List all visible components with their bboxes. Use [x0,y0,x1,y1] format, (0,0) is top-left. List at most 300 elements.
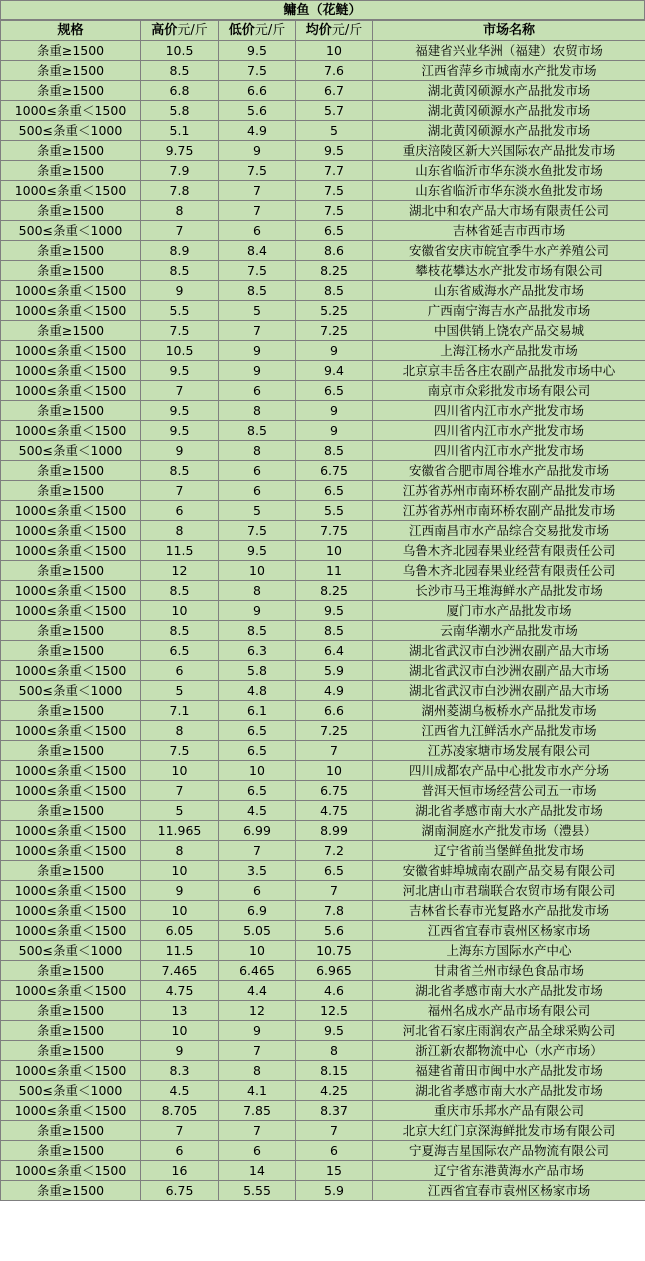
cell-low: 4.5 [219,801,296,821]
cell-spec: 1000≤条重＜1500 [1,361,141,381]
cell-spec: 条重≥1500 [1,141,141,161]
cell-avg: 7.25 [296,721,373,741]
cell-market: 普洱天恒市场经营公司五一市场 [373,781,645,801]
cell-market: 吉林省延吉市西市场 [373,221,645,241]
cell-spec: 1000≤条重＜1500 [1,661,141,681]
cell-market: 湖州菱湖乌板桥水产品批发市场 [373,701,645,721]
header-high-label: 高价 [151,23,178,38]
cell-avg: 9.4 [296,361,373,381]
cell-low: 8.4 [219,241,296,261]
cell-avg: 15 [296,1161,373,1181]
cell-low: 5.55 [219,1181,296,1201]
cell-high: 9 [141,441,219,461]
cell-avg: 11 [296,561,373,581]
cell-spec: 500≤条重＜1000 [1,221,141,241]
table-row [1,841,645,861]
cell-market: 广西南宁海吉水产品批发市场 [373,301,645,321]
cell-spec: 1000≤条重＜1500 [1,1161,141,1181]
table-row [1,801,645,821]
cell-market: 湖北省孝感市南大水产品批发市场 [373,1081,645,1101]
cell-low: 9 [219,141,296,161]
cell-low: 9.5 [219,41,296,61]
cell-spec: 条重≥1500 [1,1041,141,1061]
cell-high: 10 [141,761,219,781]
cell-high: 10 [141,1021,219,1041]
cell-low: 9.5 [219,541,296,561]
cell-low: 8 [219,401,296,421]
cell-low: 7 [219,841,296,861]
cell-spec: 条重≥1500 [1,961,141,981]
cell-high: 7 [141,481,219,501]
header-avg [296,21,373,41]
cell-avg: 5.7 [296,101,373,121]
cell-market: 福建省莆田市闽中水产品批发市场 [373,1061,645,1081]
table-row [1,1141,645,1161]
cell-high: 11.5 [141,941,219,961]
cell-market: 甘肃省兰州市绿色食品市场 [373,961,645,981]
table-row [1,301,645,321]
cell-spec: 条重≥1500 [1,241,141,261]
cell-avg: 9 [296,421,373,441]
cell-market: 辽宁省东港黄海水产品市场 [373,1161,645,1181]
cell-low: 6 [219,461,296,481]
cell-spec: 1000≤条重＜1500 [1,601,141,621]
cell-market: 重庆市乐邦水产品有限公司 [373,1101,645,1121]
cell-high: 6 [141,501,219,521]
cell-market: 河北省石家庄雨润农产品全球采购公司 [373,1021,645,1041]
cell-low: 3.5 [219,861,296,881]
cell-market: 江西省萍乡市城南水产批发市场 [373,61,645,81]
table-row [1,601,645,621]
cell-high: 10 [141,861,219,881]
cell-avg: 6.4 [296,641,373,661]
table-row [1,681,645,701]
cell-low: 6 [219,1141,296,1161]
cell-avg: 8.5 [296,621,373,641]
cell-market: 北京京丰岳各庄农副产品批发市场中心 [373,361,645,381]
cell-avg: 4.25 [296,1081,373,1101]
cell-market: 中国供销上饶农产品交易城 [373,321,645,341]
cell-high: 8.5 [141,621,219,641]
cell-market: 四川成都农产品中心批发市水产分场 [373,761,645,781]
cell-low: 6.5 [219,781,296,801]
cell-low: 7.5 [219,61,296,81]
cell-high: 11.5 [141,541,219,561]
cell-market: 上海江杨水产品批发市场 [373,341,645,361]
cell-low: 14 [219,1161,296,1181]
cell-spec: 1000≤条重＜1500 [1,881,141,901]
table-row [1,361,645,381]
cell-avg: 9 [296,341,373,361]
cell-low: 7 [219,201,296,221]
cell-market: 北京大红门京深海鲜批发市场有限公司 [373,1121,645,1141]
cell-low: 7 [219,181,296,201]
cell-market: 河北唐山市君瑞联合农贸市场有限公司 [373,881,645,901]
table-row [1,81,645,101]
cell-low: 10 [219,761,296,781]
cell-avg: 7.5 [296,201,373,221]
cell-low: 7.5 [219,261,296,281]
cell-market: 湖南洞庭水产批发市场（澧县） [373,821,645,841]
table-row [1,1181,645,1201]
cell-spec: 条重≥1500 [1,621,141,641]
cell-high: 7.9 [141,161,219,181]
cell-market: 四川省内江市水产批发市场 [373,401,645,421]
cell-low: 6.9 [219,901,296,921]
cell-market: 湖北省武汉市白沙洲农副产品大市场 [373,681,645,701]
cell-market: 厦门市水产品批发市场 [373,601,645,621]
cell-low: 7 [219,321,296,341]
cell-avg: 7.75 [296,521,373,541]
cell-avg: 8.37 [296,1101,373,1121]
cell-spec: 1000≤条重＜1500 [1,981,141,1001]
cell-market: 湖北黄冈硕源水产品批发市场 [373,121,645,141]
cell-low: 9 [219,1021,296,1041]
table-row [1,401,645,421]
cell-avg: 8.99 [296,821,373,841]
cell-spec: 条重≥1500 [1,801,141,821]
cell-high: 5 [141,801,219,821]
cell-high: 10 [141,601,219,621]
cell-market: 湖北中和农产品大市场有限责任公司 [373,201,645,221]
cell-spec: 条重≥1500 [1,561,141,581]
cell-avg: 8.6 [296,241,373,261]
cell-low: 6.99 [219,821,296,841]
cell-spec: 500≤条重＜1000 [1,941,141,961]
cell-high: 13 [141,1001,219,1021]
cell-market: 安徽省蚌埠城南农副产品交易有限公司 [373,861,645,881]
cell-spec: 条重≥1500 [1,201,141,221]
cell-market: 云南华潮水产品批发市场 [373,621,645,641]
cell-market: 山东省临沂市华东淡水鱼批发市场 [373,161,645,181]
header-row [1,21,645,41]
cell-high: 10 [141,901,219,921]
cell-avg: 7 [296,741,373,761]
cell-low: 9 [219,601,296,621]
cell-avg: 8.5 [296,281,373,301]
cell-high: 8.3 [141,1061,219,1081]
cell-spec: 1000≤条重＜1500 [1,721,141,741]
cell-avg: 7.8 [296,901,373,921]
cell-market: 重庆涪陵区新大兴国际农产品批发市场 [373,141,645,161]
table-row [1,241,645,261]
cell-avg: 5.9 [296,1181,373,1201]
cell-spec: 1000≤条重＜1500 [1,341,141,361]
cell-spec: 500≤条重＜1000 [1,441,141,461]
cell-spec: 条重≥1500 [1,1001,141,1021]
cell-market: 四川省内江市水产批发市场 [373,421,645,441]
cell-high: 4.75 [141,981,219,1001]
cell-market: 山东省威海水产品批发市场 [373,281,645,301]
cell-spec: 1000≤条重＜1500 [1,101,141,121]
cell-low: 9 [219,361,296,381]
cell-avg: 6.7 [296,81,373,101]
table-row [1,121,645,141]
cell-low: 7.5 [219,521,296,541]
table-row [1,421,645,441]
table-row [1,1121,645,1141]
cell-avg: 7 [296,881,373,901]
cell-low: 7.85 [219,1101,296,1121]
cell-avg: 9.5 [296,141,373,161]
table-row [1,261,645,281]
table-row [1,981,645,1001]
cell-spec: 1000≤条重＜1500 [1,301,141,321]
cell-avg: 9 [296,401,373,421]
sheet-title: 鳙鱼（花鲢） [0,0,645,20]
cell-low: 7 [219,1041,296,1061]
cell-avg: 10 [296,761,373,781]
cell-market: 湖北省武汉市白沙洲农副产品大市场 [373,661,645,681]
table-row [1,481,645,501]
table-body [1,41,645,1201]
cell-spec: 1000≤条重＜1500 [1,421,141,441]
cell-high: 5.5 [141,301,219,321]
cell-low: 6.465 [219,961,296,981]
cell-low: 4.4 [219,981,296,1001]
cell-market: 湖北省武汉市白沙洲农副产品大市场 [373,641,645,661]
cell-market: 上海东方国际水产中心 [373,941,645,961]
cell-avg: 9.5 [296,601,373,621]
cell-avg: 4.9 [296,681,373,701]
cell-low: 4.1 [219,1081,296,1101]
cell-avg: 6.75 [296,781,373,801]
cell-high: 5.8 [141,101,219,121]
cell-spec: 条重≥1500 [1,81,141,101]
cell-spec: 条重≥1500 [1,261,141,281]
table-row [1,161,645,181]
cell-spec: 1000≤条重＜1500 [1,921,141,941]
cell-market: 湖北省孝感市南大水产品批发市场 [373,981,645,1001]
cell-spec: 1000≤条重＜1500 [1,521,141,541]
header-high-unit: 元/斤 [177,23,208,38]
cell-spec: 500≤条重＜1000 [1,1081,141,1101]
cell-high: 8.5 [141,461,219,481]
cell-low: 5.8 [219,661,296,681]
cell-low: 6 [219,481,296,501]
cell-avg: 5.5 [296,501,373,521]
cell-spec: 条重≥1500 [1,1141,141,1161]
table-row [1,581,645,601]
cell-market: 江苏省苏州市南环桥农副产品批发市场 [373,481,645,501]
cell-avg: 6.6 [296,701,373,721]
table-row [1,821,645,841]
cell-avg: 10.75 [296,941,373,961]
cell-high: 10.5 [141,341,219,361]
cell-low: 6.5 [219,721,296,741]
cell-spec: 条重≥1500 [1,1021,141,1041]
cell-low: 6.3 [219,641,296,661]
cell-spec: 条重≥1500 [1,1181,141,1201]
cell-low: 6 [219,221,296,241]
cell-high: 7.5 [141,321,219,341]
cell-high: 7.5 [141,741,219,761]
cell-market: 福建省兴业华洲（福建）农贸市场 [373,41,645,61]
cell-high: 7.8 [141,181,219,201]
cell-spec: 条重≥1500 [1,61,141,81]
cell-high: 6 [141,1141,219,1161]
table-row [1,501,645,521]
table-row [1,381,645,401]
cell-high: 6 [141,661,219,681]
cell-avg: 7.6 [296,61,373,81]
cell-high: 8.5 [141,61,219,81]
cell-market: 湖北省孝感市南大水产品批发市场 [373,801,645,821]
table-row [1,741,645,761]
cell-market: 江苏凌家塘市场发展有限公司 [373,741,645,761]
table-row [1,1061,645,1081]
cell-avg: 5.6 [296,921,373,941]
cell-avg: 7.7 [296,161,373,181]
table-row [1,941,645,961]
cell-low: 6 [219,881,296,901]
cell-market: 攀枝花攀达水产批发市场有限公司 [373,261,645,281]
cell-spec: 1000≤条重＜1500 [1,1101,141,1121]
cell-high: 8.705 [141,1101,219,1121]
cell-avg: 12.5 [296,1001,373,1021]
cell-high: 4.5 [141,1081,219,1101]
cell-market: 宁夏海吉星国际农产品物流有限公司 [373,1141,645,1161]
cell-spec: 条重≥1500 [1,161,141,181]
table-row [1,341,645,361]
cell-high: 6.5 [141,641,219,661]
cell-high: 8 [141,201,219,221]
cell-low: 6.6 [219,81,296,101]
cell-low: 6.1 [219,701,296,721]
table-row [1,701,645,721]
cell-market: 福州名成水产品市场有限公司 [373,1001,645,1021]
cell-spec: 条重≥1500 [1,641,141,661]
cell-market: 辽宁省前当堡鲜鱼批发市场 [373,841,645,861]
cell-high: 9 [141,881,219,901]
cell-avg: 6.5 [296,481,373,501]
cell-low: 4.9 [219,121,296,141]
cell-low: 5.05 [219,921,296,941]
cell-high: 9 [141,281,219,301]
cell-spec: 1000≤条重＜1500 [1,541,141,561]
cell-spec: 1000≤条重＜1500 [1,501,141,521]
cell-market: 江西省九江鲜活水产品批发市场 [373,721,645,741]
cell-high: 10.5 [141,41,219,61]
cell-market: 长沙市马王堆海鲜水产品批发市场 [373,581,645,601]
table-row [1,1041,645,1061]
table-row [1,721,645,741]
cell-avg: 7.25 [296,321,373,341]
cell-high: 7.1 [141,701,219,721]
cell-market: 乌鲁木齐北园春果业经营有限责任公司 [373,541,645,561]
cell-high: 8.5 [141,581,219,601]
table-row [1,921,645,941]
cell-market: 吉林省长春市光复路水产品批发市场 [373,901,645,921]
cell-spec: 1000≤条重＜1500 [1,1061,141,1081]
cell-market: 江西省宜春市袁州区杨家市场 [373,921,645,941]
cell-market: 安徽省合肥市周谷堆水产品批发市场 [373,461,645,481]
cell-spec: 500≤条重＜1000 [1,121,141,141]
cell-avg: 6.5 [296,221,373,241]
cell-market: 湖北黄冈硕源水产品批发市场 [373,81,645,101]
cell-spec: 1000≤条重＜1500 [1,821,141,841]
cell-high: 6.05 [141,921,219,941]
cell-market: 安徽省安庆市皖宜季牛水产养殖公司 [373,241,645,261]
header-spec: 规格 [1,21,141,41]
table-row [1,1001,645,1021]
cell-spec: 条重≥1500 [1,401,141,421]
table-row [1,901,645,921]
cell-spec: 1000≤条重＜1500 [1,781,141,801]
table-row [1,621,645,641]
cell-market: 江西省宜春市袁州区杨家市场 [373,1181,645,1201]
table-row [1,961,645,981]
cell-avg: 7.5 [296,181,373,201]
cell-avg: 8.15 [296,1061,373,1081]
cell-avg: 7 [296,1121,373,1141]
cell-high: 5 [141,681,219,701]
header-avg-label: 均价 [305,23,332,38]
cell-high: 7 [141,381,219,401]
cell-spec: 1000≤条重＜1500 [1,901,141,921]
cell-avg: 7.2 [296,841,373,861]
cell-spec: 500≤条重＜1000 [1,681,141,701]
cell-high: 9.5 [141,401,219,421]
table-row [1,1081,645,1101]
cell-market: 湖北黄冈硕源水产品批发市场 [373,101,645,121]
cell-high: 9.5 [141,421,219,441]
header-low-label: 低价 [228,23,255,38]
table-row [1,761,645,781]
table-row [1,461,645,481]
cell-spec: 条重≥1500 [1,321,141,341]
cell-high: 7 [141,221,219,241]
cell-high: 9.75 [141,141,219,161]
cell-market: 浙江新农都物流中心（水产市场） [373,1041,645,1061]
table-row [1,201,645,221]
table-row [1,1101,645,1121]
cell-spec: 条重≥1500 [1,481,141,501]
header-avg-unit: 元/斤 [331,23,363,38]
cell-high: 8.5 [141,261,219,281]
cell-spec: 1000≤条重＜1500 [1,281,141,301]
cell-low: 9 [219,341,296,361]
cell-avg: 5 [296,121,373,141]
table-row [1,281,645,301]
cell-avg: 8 [296,1041,373,1061]
table-row [1,61,645,81]
cell-avg: 5.9 [296,661,373,681]
table-row [1,441,645,461]
cell-avg: 6.75 [296,461,373,481]
table-row [1,521,645,541]
cell-low: 10 [219,941,296,961]
table-row [1,221,645,241]
cell-spec: 1000≤条重＜1500 [1,381,141,401]
cell-high: 12 [141,561,219,581]
table-row [1,181,645,201]
cell-spec: 1000≤条重＜1500 [1,761,141,781]
cell-spec: 1000≤条重＜1500 [1,841,141,861]
cell-low: 6.5 [219,741,296,761]
cell-spec: 条重≥1500 [1,1121,141,1141]
cell-high: 6.8 [141,81,219,101]
cell-avg: 9.5 [296,1021,373,1041]
cell-low: 8 [219,1061,296,1081]
cell-low: 5 [219,301,296,321]
cell-low: 7 [219,1121,296,1141]
table-row [1,41,645,61]
header-market: 市场名称 [373,21,645,41]
price-table [0,20,645,1201]
table-row [1,641,645,661]
table-row [1,661,645,681]
